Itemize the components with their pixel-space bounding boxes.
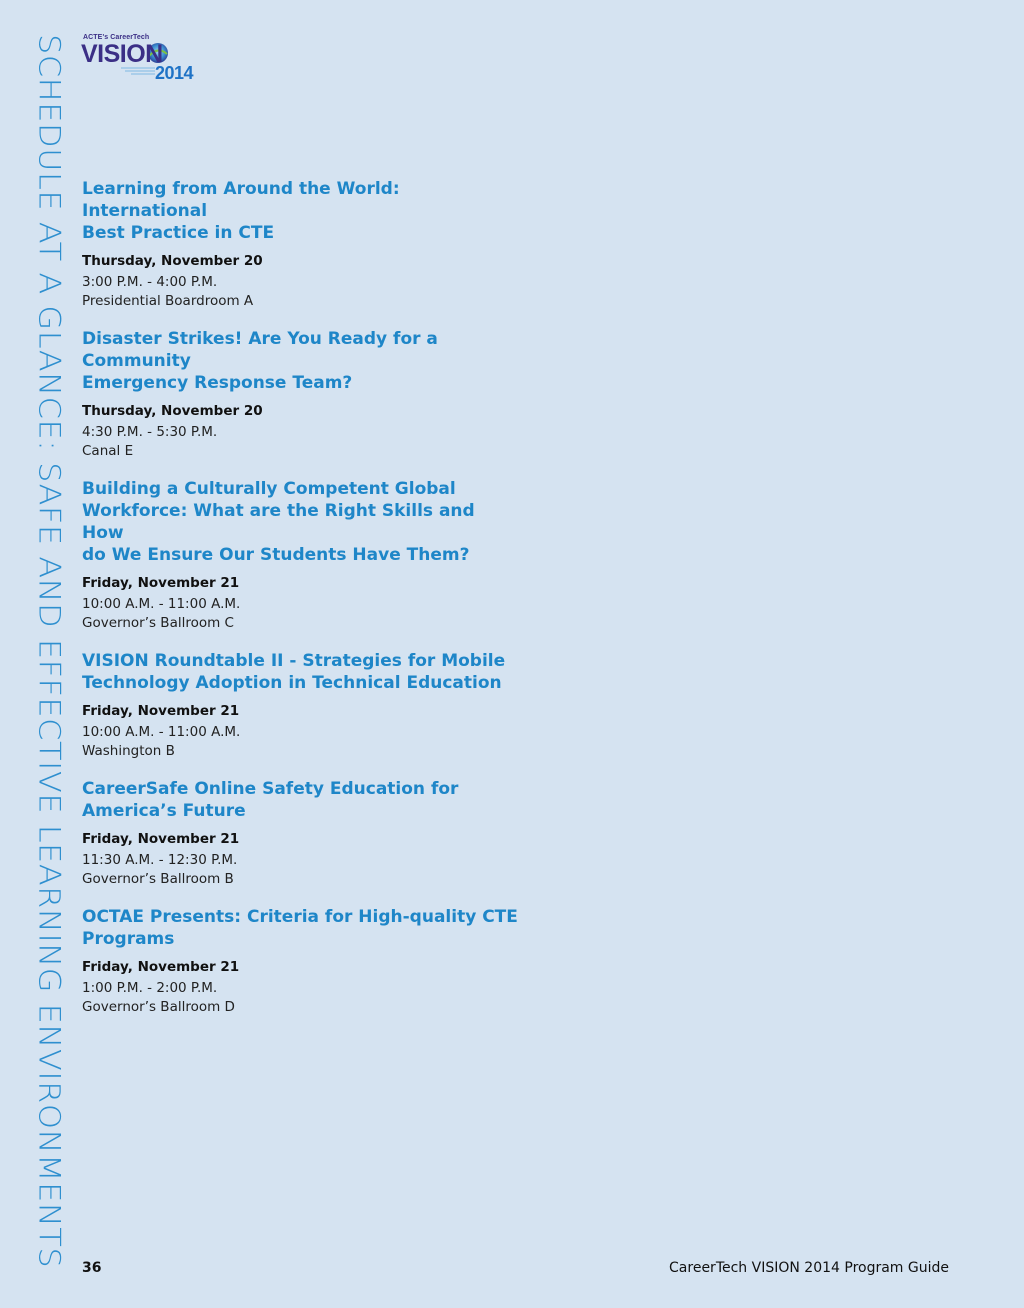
session-title-line: Disaster Strikes! Are You Ready for a Community (82, 329, 438, 371)
session-title-line: OCTAE Presents: Criteria for High-quality CTE (82, 907, 518, 927)
session-room: Governor’s Ballroom B (82, 871, 234, 887)
session-title-line: Programs (82, 929, 175, 949)
session-title (82, 906, 522, 950)
session-item (82, 906, 522, 1017)
session-title-line: Best Practice in CTE (82, 223, 275, 243)
page-number: 36 (82, 1260, 102, 1276)
session-room: Canal E (82, 443, 134, 459)
side-section-title: SCHEDULE AT A GLANCE: SAFE AND EFFECTIVE LEARNING ENVIRONMENTS (32, 34, 67, 1269)
session-day: Friday, November 21 (82, 703, 240, 719)
session-title (82, 650, 522, 694)
session-title-line: Emergency Response Team? (82, 373, 353, 393)
session-day: Friday, November 21 (82, 831, 240, 847)
session-title (82, 778, 522, 822)
session-title-line: do We Ensure Our Students Have Them? (82, 545, 470, 565)
session-day: Thursday, November 20 (82, 403, 263, 419)
session-day: Thursday, November 20 (82, 253, 263, 269)
session-item (82, 778, 522, 889)
logo-org-text: ACTE's CareerTech (83, 34, 150, 41)
session-room: Presidential Boardroom A (82, 293, 254, 309)
session-room: Governor’s Ballroom D (82, 999, 235, 1015)
session-time: 4:30 P.M. - 5:30 P.M. (82, 424, 218, 440)
session-title-line: VISION Roundtable II - Strategies for Mobile (82, 651, 506, 671)
session-title-line: CareerSafe Online Safety Education for (82, 779, 459, 799)
session-title-line: Learning from Around the World: International (82, 179, 400, 221)
session-title (82, 178, 522, 244)
footer-publication-title: CareerTech VISION 2014 Program Guide (669, 1260, 949, 1276)
session-title-line: Building a Culturally Competent Global (82, 479, 456, 499)
session-time: 11:30 A.M. - 12:30 P.M. (82, 852, 238, 868)
session-room: Governor’s Ballroom C (82, 615, 234, 631)
session-item (82, 478, 522, 633)
session-title (82, 478, 522, 566)
session-item (82, 328, 522, 461)
session-time: 3:00 P.M. - 4:00 P.M. (82, 274, 218, 290)
session-room: Washington B (82, 743, 175, 759)
session-title (82, 328, 522, 394)
vision-2014-logo (81, 34, 206, 86)
session-item (82, 650, 522, 761)
session-day: Friday, November 21 (82, 575, 240, 591)
session-day: Friday, November 21 (82, 959, 240, 975)
session-time: 10:00 A.M. - 11:00 A.M. (82, 724, 241, 740)
session-title-line: Workforce: What are the Right Skills and How (82, 501, 475, 543)
session-item (82, 178, 522, 311)
session-title-line: Technology Adoption in Technical Education (82, 673, 502, 693)
session-time: 10:00 A.M. - 11:00 A.M. (82, 596, 241, 612)
session-time: 1:00 P.M. - 2:00 P.M. (82, 980, 218, 996)
session-list (82, 178, 522, 1034)
logo-vision-text: VISION (81, 40, 163, 68)
logo-year-text: 2014 (155, 63, 194, 83)
session-title-line: America’s Future (82, 801, 246, 821)
